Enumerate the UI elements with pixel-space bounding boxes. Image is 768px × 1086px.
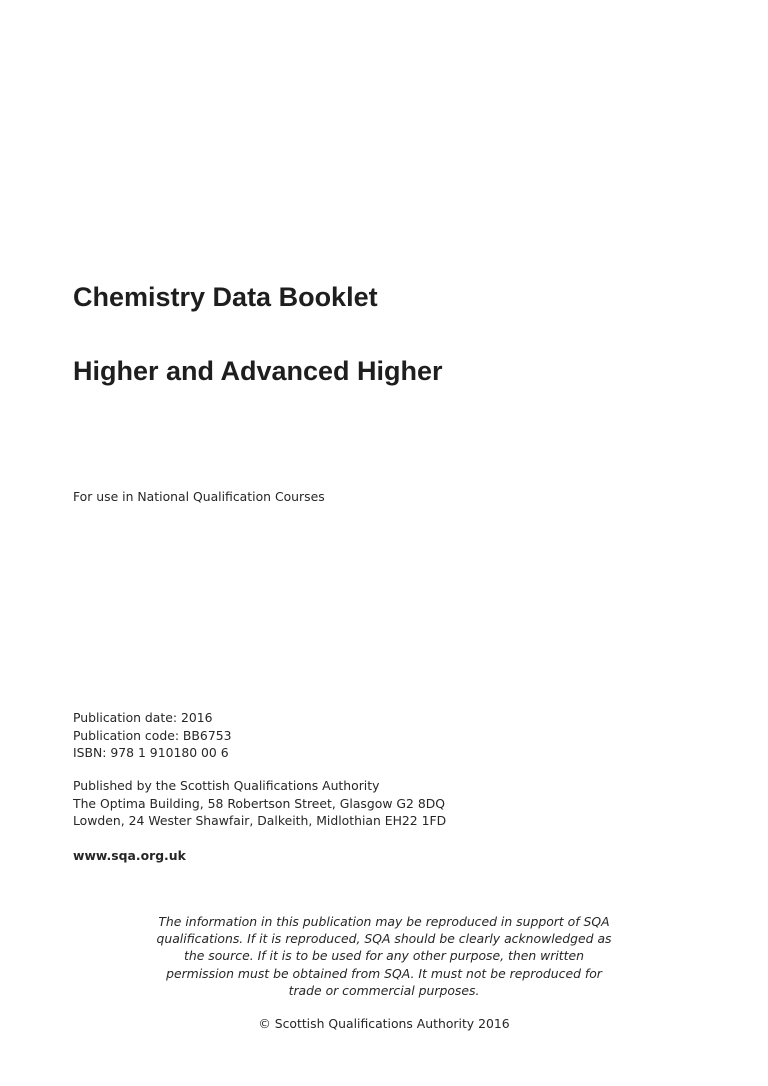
reproduction-notice (134, 913, 634, 999)
isbn: ISBN: 978 1 910180 00 6 (73, 745, 229, 760)
document-title: Chemistry Data Booklet (73, 282, 378, 312)
notice-line: permission must be obtained from SQA. It must not be reproduced for (166, 965, 602, 981)
notice-line: qualifications. If it is reproduced, SQA should be clearly acknowledged as (156, 931, 612, 947)
publisher-name: Published by the Scottish Qualifications Authority (73, 778, 380, 793)
publisher-details (73, 777, 446, 830)
website-link[interactable]: www.sqa.org.uk (73, 848, 186, 863)
notice-line: trade or commercial purposes. (288, 982, 480, 998)
usage-note: For use in National Qualification Courses (73, 489, 325, 504)
copyright-notice: © Scottish Qualifications Authority 2016 (258, 1016, 510, 1031)
publication-details (73, 709, 231, 762)
notice-line: The information in this publication may be reproduced in support of SQA (158, 914, 610, 929)
notice-line: the source. If it is to be used for any other purpose, then written (184, 948, 584, 964)
publisher-address-dalkeith: Lowden, 24 Wester Shawfair, Dalkeith, Midlothian EH22 1FD (73, 813, 447, 828)
publisher-address-glasgow: The Optima Building, 58 Robertson Street, Glasgow G2 8DQ (73, 795, 445, 811)
publication-date: Publication date: 2016 (73, 710, 213, 725)
document-subtitle: Higher and Advanced Higher (73, 356, 443, 386)
publication-code: Publication code: BB6753 (73, 727, 232, 743)
